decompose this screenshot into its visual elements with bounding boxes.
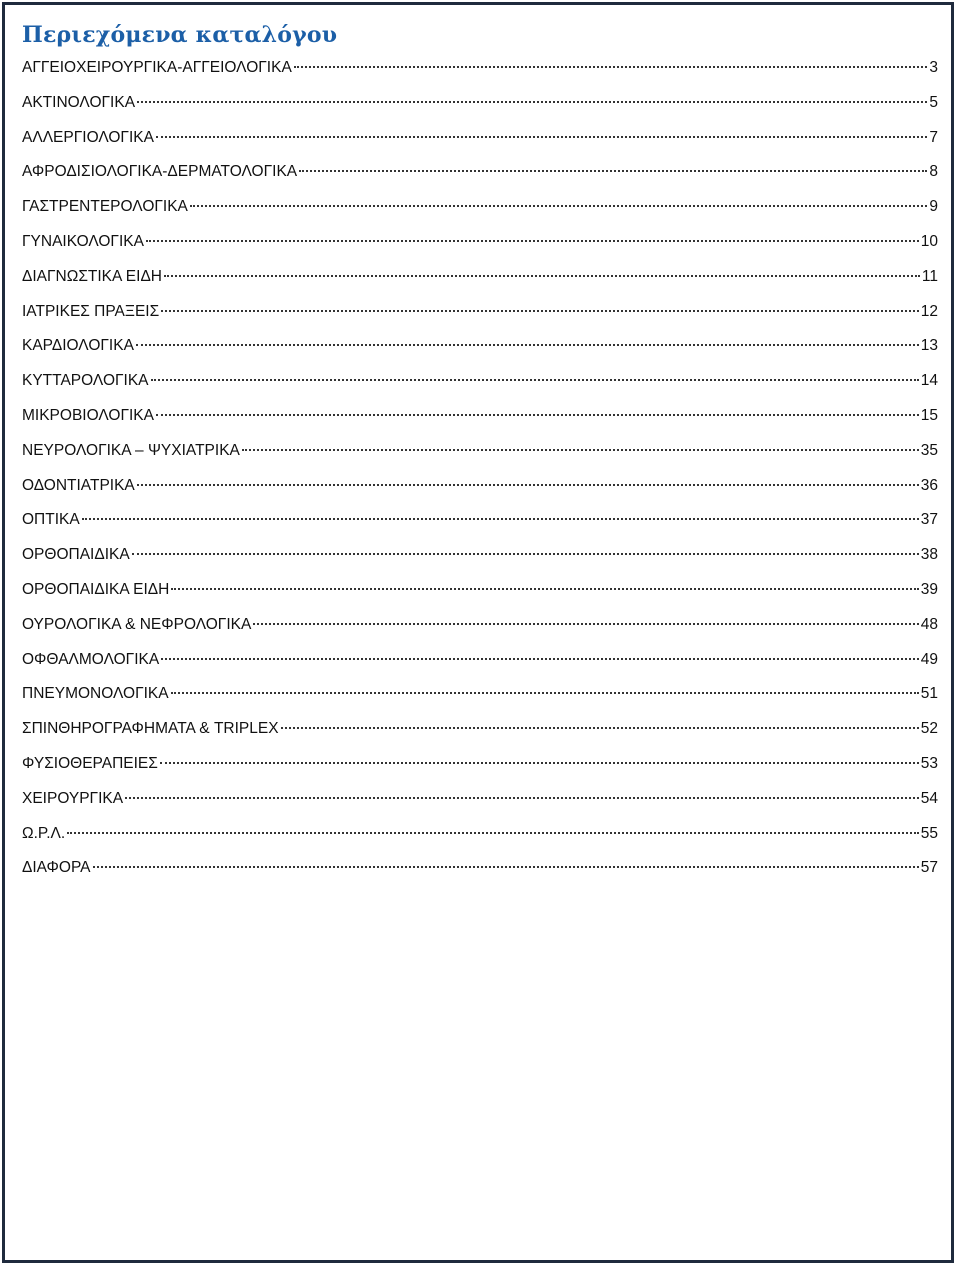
- toc-page-number: 51: [920, 685, 938, 703]
- toc-entry-label: ΔΙΑΦΟΡΑ: [22, 859, 91, 877]
- toc-page-number: 55: [920, 824, 938, 842]
- toc-entry[interactable]: [22, 399, 938, 434]
- dot-leader: [171, 692, 919, 694]
- toc-entry-label: ΣΠΙΝΘΗΡΟΓΡΑΦΗΜΑΤΑ & TRIPLEX: [22, 720, 279, 738]
- toc-entry[interactable]: [22, 782, 938, 817]
- toc-entry[interactable]: [22, 190, 938, 225]
- dot-leader: [146, 240, 919, 242]
- toc-list: [22, 51, 938, 886]
- toc-entry-label: ΦΥΣΙΟΘΕΡΑΠΕΙΕΣ: [22, 754, 158, 772]
- toc-entry-label: ΠΝΕΥΜΟΝΟΛΟΓΙΚΑ: [22, 685, 169, 703]
- toc-page-number: 49: [920, 650, 938, 668]
- toc-entry-label: ΑΛΛΕΡΓΙΟΛΟΓΙΚΑ: [22, 128, 154, 146]
- dot-leader: [294, 66, 928, 68]
- toc-entry[interactable]: [22, 434, 938, 469]
- toc-entry[interactable]: [22, 121, 938, 156]
- dot-leader: [125, 797, 919, 799]
- toc-entry-label: ΟΔΟΝΤΙΑΤΡΙΚΑ: [22, 476, 135, 494]
- toc-page-number: 10: [920, 232, 938, 250]
- dot-leader: [160, 762, 919, 764]
- toc-entry[interactable]: [22, 469, 938, 504]
- toc-entry[interactable]: [22, 817, 938, 852]
- dot-leader: [156, 414, 919, 416]
- toc-entry[interactable]: [22, 155, 938, 190]
- toc-page-number: 54: [920, 789, 938, 807]
- toc-entry[interactable]: [22, 677, 938, 712]
- dot-leader: [151, 379, 919, 381]
- toc-entry-label: Ω.Ρ.Λ.: [22, 824, 66, 842]
- toc-entry-label: ΟΠΤΙΚΑ: [22, 511, 80, 529]
- toc-entry-label: ΟΦΘΑΛΜΟΛΟΓΙΚΑ: [22, 650, 160, 668]
- toc-entry-label: ΑΓΓΕΙΟΧΕΙΡΟΥΡΓΙΚΑ-ΑΓΓΕΙΟΛΟΓΙΚΑ: [22, 59, 292, 76]
- dot-leader: [132, 553, 919, 555]
- dot-leader: [137, 484, 919, 486]
- toc-entry[interactable]: [22, 712, 938, 747]
- toc-entry[interactable]: [22, 643, 938, 678]
- dot-leader: [299, 170, 927, 172]
- toc-entry-label: ΓΥΝΑΙΚΟΛΟΓΙΚΑ: [22, 232, 144, 250]
- dot-leader: [164, 275, 920, 277]
- toc-entry[interactable]: [22, 364, 938, 399]
- toc-entry[interactable]: [22, 538, 938, 573]
- toc-entry-label: ΚΑΡΔΙΟΛΟΓΙΚΑ: [22, 337, 134, 355]
- dot-leader: [82, 518, 919, 520]
- dot-leader: [171, 588, 918, 590]
- dot-leader: [242, 449, 919, 451]
- toc-entry-label: ΓΑΣΤΡΕΝΤΕΡΟΛΟΓΙΚΑ: [22, 198, 188, 216]
- toc-entry[interactable]: [22, 573, 938, 608]
- toc-page-number: 7: [929, 128, 938, 146]
- toc-entry[interactable]: [22, 503, 938, 538]
- toc-page-number: 11: [921, 267, 938, 285]
- toc-entry-label: ΑΦΡΟΔΙΣΙΟΛΟΓΙΚΑ-ΔΕΡΜΑΤΟΛΟΓΙΚΑ: [22, 163, 298, 181]
- toc-entry[interactable]: [22, 851, 938, 886]
- toc-page-number: 52: [920, 720, 938, 738]
- toc-page-number: 14: [920, 372, 938, 390]
- toc-entry-label: ΚΥΤΤΑΡΟΛΟΓΙΚΑ: [22, 372, 149, 390]
- toc-page-number: 39: [920, 580, 938, 598]
- toc-page-number: 37: [920, 511, 938, 529]
- toc-entry[interactable]: [22, 329, 938, 364]
- toc-entry-label: ΝΕΥΡΟΛΟΓΙΚΑ – ΨΥΧΙΑΤΡΙΚΑ: [22, 441, 240, 459]
- toc-page-number: 9: [929, 198, 938, 216]
- toc-page-number: 3: [929, 59, 938, 76]
- toc-entry[interactable]: [22, 225, 938, 260]
- toc-page-number: 35: [920, 441, 938, 459]
- toc-entry[interactable]: [22, 608, 938, 643]
- toc-entry[interactable]: [22, 260, 938, 295]
- toc-entry[interactable]: [22, 747, 938, 782]
- toc-page-number: 15: [920, 406, 938, 424]
- toc-page-number: 13: [920, 337, 938, 355]
- toc-entry-label: ΙΑΤΡΙΚΕΣ ΠΡΑΞΕΙΣ: [22, 302, 160, 320]
- toc-page-number: 38: [920, 546, 938, 564]
- dot-leader: [253, 623, 918, 625]
- toc-entry-label: ΔΙΑΓΝΩΣΤΙΚΑ ΕΙΔΗ: [22, 267, 162, 285]
- dot-leader: [156, 136, 927, 138]
- toc-entry-label: ΟΡΘΟΠΑΙΔΙΚΑ ΕΙΔΗ: [22, 580, 170, 598]
- toc-page-number: 36: [920, 476, 938, 494]
- toc-page-number: 12: [920, 302, 938, 320]
- toc-entry-label: ΟΡΘΟΠΑΙΔΙΚΑ: [22, 546, 130, 564]
- toc-entry[interactable]: [22, 295, 938, 330]
- dot-leader: [161, 310, 919, 312]
- toc-entry-label: ΟΥΡΟΛΟΓΙΚΑ & ΝΕΦΡΟΛΟΓΙΚΑ: [22, 615, 252, 633]
- toc-page-number: 57: [920, 859, 938, 877]
- toc-entry-label: ΑΚΤΙΝΟΛΟΓΙΚΑ: [22, 93, 136, 111]
- toc-page-number: 8: [929, 163, 938, 181]
- toc-page-number: 53: [920, 754, 938, 772]
- dot-leader: [190, 205, 927, 207]
- dot-leader: [161, 658, 919, 660]
- toc-title: Περιεχόμενα καταλόγου: [22, 22, 338, 48]
- toc-entry[interactable]: [22, 51, 938, 86]
- dot-leader: [136, 344, 919, 346]
- dot-leader: [137, 101, 927, 103]
- toc-entry-label: ΜΙΚΡΟΒΙΟΛΟΓΙΚΑ: [22, 406, 154, 424]
- dot-leader: [281, 727, 919, 729]
- toc-page-number: 5: [929, 93, 938, 111]
- toc-entry[interactable]: [22, 86, 938, 121]
- toc-entry-label: ΧΕΙΡΟΥΡΓΙΚΑ: [22, 789, 124, 807]
- toc-page-number: 48: [920, 615, 938, 633]
- dot-leader: [67, 832, 919, 834]
- dot-leader: [93, 866, 919, 868]
